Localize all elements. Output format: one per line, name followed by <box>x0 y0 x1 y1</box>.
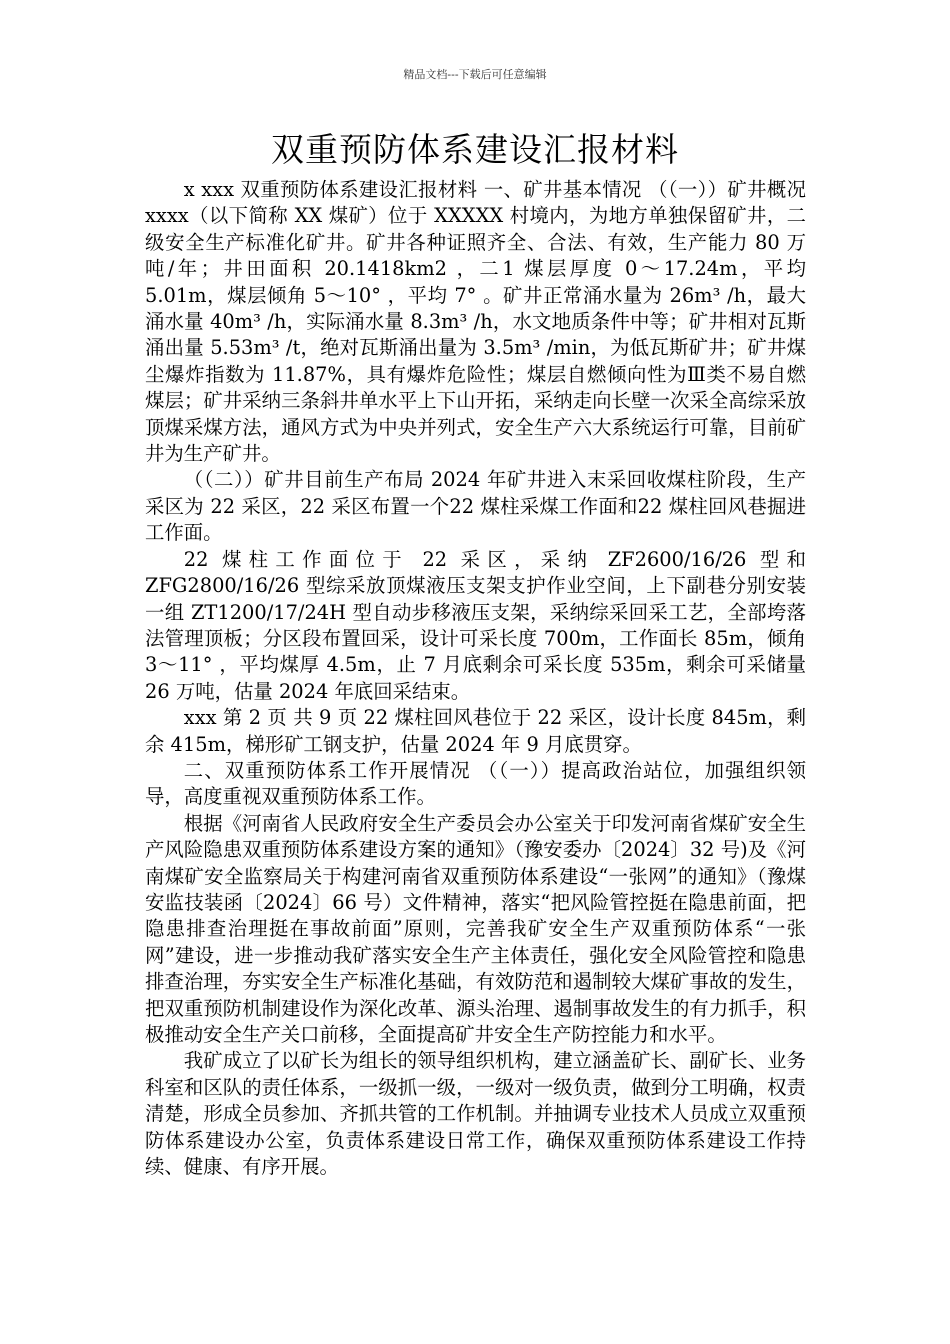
paragraph-production-layout: （（二））矿井目前生产布局 2024 年矿井进入末采回收煤柱阶段，生产采区为 22 采区，22 采区布置一个22 煤柱采煤工作面和22 煤柱回风巷掘进工作面。 <box>145 468 806 545</box>
paragraph-mine-overview: x xxx 双重预防体系建设汇报材料 一、矿井基本情况 （（一））矿井概况 xxxx（以下简称 XX 煤矿）位于 XXXXX 村境内，为地方单独保留矿井，二级安全生产标准化矿井。矿井各种证照齐全、合法、有效，生产能力 80 万吨/年；井田面积 20.1418km2 ，二1 煤层厚度 0～17.24m，平均 5.01m，煤层倾角 5～10° ，平均 7° 。矿井正常涌水量为 26m³ /h，最大涌水量 40m³ /h，实际涌水量 8.3m³ /h，水文地质条件中等；矿井相对瓦斯涌出量 5.53m³ /t，绝对瓦斯涌出量为 3.5m³ /min，为低瓦斯矿井；矿井煤尘爆炸指数为 11.87%，具有爆炸危险性；煤层自燃倾向性为Ⅲ类不易自燃煤层；矿井采纳三条斜井单水平上下山开拓，采纳走向长壁一次采全高综采放顶煤采煤方法，通风方式为中央并列式，安全生产六大系统运行可靠，目前矿井为生产矿井。 <box>145 178 806 466</box>
paragraph-policy-basis: 根据《河南省人民政府安全生产委员会办公室关于印发河南省煤矿安全生产风险隐患双重预防体系建设方案的通知》（豫安委办〔2024〕32 号)及《河南煤矿安全监察局关于构建河南省双重预防体系建设“一张网”的通知》（豫煤安监技装函〔2024〕66 号）文件精神，落实“把风险管控挺在隐患前面，把隐患排查治理挺在事故前面”原则，完善我矿安全生产双重预防体系“一张网”建设，进一步推动我矿落实安全生产主体责任，强化安全风险管控和隐患排查治理，夯实安全生产标准化基础，有效防范和遏制较大煤矿事故的发生，把双重预防机制建设作为深化改革、源头治理、遏制事故发生的有力抓手，积极推动安全生产关口前移，全面提高矿井安全生产防控能力和水平。 <box>145 811 806 1046</box>
paragraph-return-airway: xxx 第 2 页 共 9 页 22 煤柱回风巷位于 22 采区，设计长度 845m，剩余 415m，梯形矿工钢支护，估量 2024 年 9 月底贯穿。 <box>145 706 806 756</box>
header-note: 精品文档---下载后可任意编辑 <box>403 68 547 81</box>
document-body <box>145 177 806 1180</box>
paragraph-section-two-heading: 二、双重预防体系工作开展情况 （（一））提高政治站位，加强组织领导，高度重视双重预防体系工作。 <box>145 758 806 809</box>
document-title: 双重预防体系建设汇报材料 <box>271 130 679 169</box>
paragraph-working-face: 22 煤柱工作面位于 22 采区，采纳 ZF2600/16/26 型和 ZFG2800/16/26 型综采放顶煤液压支架支护作业空间，上下副巷分别安装一组 ZT1200/17/24H 型自动步移液压支架，采纳综采回采工艺，全部垮落法管理顶板；分区段布置回采，设计可采长度 700m，工作面长 85m，倾角 3～11° ，平均煤厚 4.5m，止 7 月底剩余可采长度 535m，剩余可采储量 26 万吨，估量 2024 年底回采结束。 <box>145 547 806 703</box>
paragraph-organization: 我矿成立了以矿长为组长的领导组织机构，建立涵盖矿长、副矿长、业务科室和区队的责任体系，一级抓一级，一级对一级负责，做到分工明确，权责清楚，形成全员参加、齐抓共管的工作机制。并抽调专业技术人员成立双重预防体系建设办公室，负责体系建设日常工作，确保双重预防体系建设工作持续、健康、有序开展。 <box>145 1049 806 1179</box>
